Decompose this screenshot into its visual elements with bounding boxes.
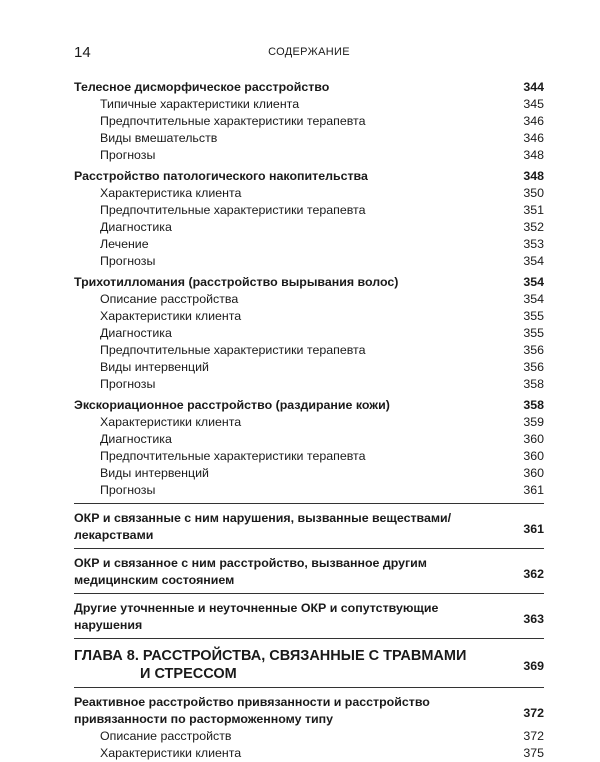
toc-page: 359	[523, 415, 544, 429]
toc-page: 350	[523, 186, 544, 200]
toc-title: Описание расстройства	[100, 292, 239, 306]
toc-title: Виды интервенций	[100, 466, 209, 480]
toc-page: 344	[523, 80, 544, 94]
toc-page: 353	[523, 237, 544, 251]
toc-entry	[74, 147, 544, 164]
divider	[74, 593, 544, 594]
toc-entry	[74, 414, 544, 431]
toc-page: 345	[523, 97, 544, 111]
toc-title-line: Реактивное расстройство привязанности и расстройство	[74, 695, 430, 709]
toc-page: 360	[523, 432, 544, 446]
toc-page: 362	[523, 567, 544, 581]
page-header	[74, 44, 544, 66]
toc-page: 354	[523, 292, 544, 306]
toc-entry	[74, 113, 544, 130]
toc-page: 356	[523, 343, 544, 357]
toc-title: Диагностика	[100, 326, 172, 340]
toc-title-line: ОКР и связанное с ним расстройство, вызванное другим	[74, 556, 427, 570]
toc-section	[74, 274, 544, 291]
toc-section	[74, 79, 544, 96]
toc-section	[74, 694, 544, 728]
toc-entry	[74, 202, 544, 219]
toc-entry	[74, 236, 544, 253]
toc-title-line: привязанности по расторможенному типу	[74, 712, 334, 726]
divider	[74, 548, 544, 549]
toc-title-line: ОКР и связанные с ним нарушения, вызванные веществами/	[74, 511, 452, 525]
toc-entry	[74, 325, 544, 342]
toc-title: Предпочтительные характеристики терапевта	[100, 343, 366, 357]
toc-page: 354	[523, 275, 544, 289]
toc-page: 346	[523, 114, 544, 128]
toc-title: Характеристика клиента	[100, 186, 242, 200]
page-number: 14	[74, 44, 91, 61]
toc-page: 372	[523, 729, 544, 743]
toc-page: 356	[523, 360, 544, 374]
toc-entry	[74, 130, 544, 147]
toc-title: Характеристики клиента	[100, 746, 242, 760]
toc-title: Характеристики клиента	[100, 309, 242, 323]
toc-title-line: медицинским состоянием	[74, 573, 235, 587]
toc-entry	[74, 185, 544, 202]
toc-title: Прогнозы	[100, 254, 156, 268]
toc-title: Прогнозы	[100, 377, 156, 391]
toc-entry	[74, 728, 544, 745]
toc-section	[74, 600, 544, 634]
toc-page: 346	[523, 131, 544, 145]
toc-entry	[74, 376, 544, 393]
toc-page: 358	[523, 377, 544, 391]
toc-page: 363	[523, 612, 544, 626]
toc-title: Предпочтительные характеристики терапевта	[100, 449, 366, 463]
toc-page: 352	[523, 220, 544, 234]
toc-title: Лечение	[100, 237, 149, 251]
toc-entry	[74, 431, 544, 448]
toc-page: 348	[523, 148, 544, 162]
toc-page: 351	[523, 203, 544, 217]
toc-page: 358	[523, 398, 544, 412]
toc-entry	[74, 96, 544, 113]
toc-page: 354	[523, 254, 544, 268]
toc-section	[74, 555, 544, 589]
toc-section	[74, 510, 544, 544]
toc-title: Типичные характеристики клиента	[100, 97, 300, 111]
toc-entry	[74, 253, 544, 270]
table-of-contents	[74, 79, 544, 762]
toc-entry	[74, 342, 544, 359]
running-title: СОДЕРЖАНИЕ	[268, 46, 350, 58]
toc-chapter	[74, 647, 544, 683]
toc-page: 348	[523, 169, 544, 183]
toc-entry	[74, 465, 544, 482]
toc-title: Прогнозы	[100, 483, 156, 497]
toc-title: Диагностика	[100, 432, 172, 446]
toc-entry	[74, 448, 544, 465]
toc-title: Телесное дисморфическое расстройство	[74, 80, 330, 94]
toc-title: Прогнозы	[100, 148, 156, 162]
toc-title: Описание расстройств	[100, 729, 232, 743]
toc-page: 355	[523, 309, 544, 323]
toc-title-line: лекарствами	[74, 528, 154, 542]
toc-entry	[74, 359, 544, 376]
chapter-title-line: И СТРЕССОМ	[140, 666, 237, 682]
toc-page: 355	[523, 326, 544, 340]
toc-section	[74, 397, 544, 414]
toc-title: Предпочтительные характеристики терапевта	[100, 114, 366, 128]
chapter-title-line: ГЛАВА 8. РАССТРОЙСТВА, СВЯЗАННЫЕ С ТРАВМАМИ	[74, 648, 467, 664]
toc-page: 360	[523, 466, 544, 480]
toc-entry	[74, 745, 544, 762]
toc-title: Расстройство патологического накопительства	[74, 169, 368, 183]
toc-title-line: нарушения	[74, 618, 143, 632]
toc-title: Трихотилломания (расстройство вырывания волос)	[74, 275, 399, 289]
toc-title: Характеристики клиента	[100, 415, 242, 429]
toc-section	[74, 168, 544, 185]
toc-title: Экскориационное расстройство (раздирание кожи)	[74, 398, 390, 412]
toc-page: 361	[523, 483, 544, 497]
toc-title: Предпочтительные характеристики терапевта	[100, 203, 366, 217]
toc-entry	[74, 291, 544, 308]
toc-page: 360	[523, 449, 544, 463]
toc-title: Виды интервенций	[100, 360, 209, 374]
toc-page: 375	[523, 746, 544, 760]
toc-title-line: Другие уточненные и неуточненные ОКР и сопутствующие	[74, 601, 439, 615]
toc-page: 361	[523, 522, 544, 536]
toc-entry	[74, 219, 544, 236]
toc-page: 369	[523, 659, 544, 673]
toc-entry	[74, 308, 544, 325]
toc-entry	[74, 482, 544, 499]
divider	[74, 503, 544, 504]
toc-page: 372	[523, 706, 544, 720]
toc-title: Диагностика	[100, 220, 172, 234]
divider	[74, 638, 544, 639]
toc-title: Виды вмешательств	[100, 131, 218, 145]
divider	[74, 687, 544, 688]
